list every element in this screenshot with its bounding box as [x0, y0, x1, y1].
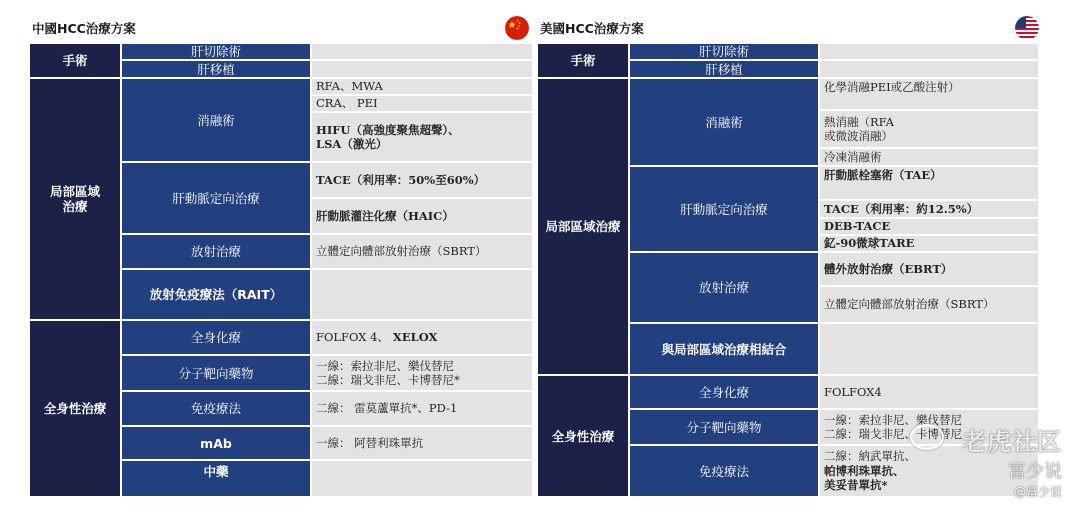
treatment-label: 肝動脈定向治療: [630, 167, 818, 251]
value-cell: RFA、MWA: [312, 79, 532, 94]
value-cell: 冷凍消融術: [820, 149, 1038, 165]
treatment-label: 消融術: [630, 79, 818, 165]
value-cell: [820, 324, 1038, 374]
value-cell: FOLFOX4: [820, 376, 1038, 408]
treatment-label: 放射治療: [122, 235, 310, 268]
value-cell: 體外放射治療（EBRT）: [820, 253, 1038, 285]
china-flag-icon: [505, 16, 529, 40]
value-cell: FOLFOX 4、 XELOX: [312, 321, 532, 354]
value-cell: 一線：索拉非尼、樂伐替尼 二線：瑞戈非尼、卡博替尼*: [312, 356, 532, 390]
value-cell: [312, 461, 532, 496]
treatment-label: 放射免疫療法（RAIT）: [122, 270, 310, 319]
locoregional-category: 局部區域治療: [538, 79, 628, 374]
systemic-category: 全身性治療: [30, 321, 120, 496]
watermark-brand: 老虎社区: [962, 428, 1062, 456]
value-cell: TACE（利用率：50%至60%）: [312, 163, 532, 197]
surgery-item: 肝切除術: [122, 44, 310, 59]
value-cell: 化學消融PEI或乙酸注射）: [820, 79, 1038, 109]
value-cell: 釔-90微球TARE: [820, 236, 1038, 251]
value-cell: 一線： 阿替利珠單抗: [312, 427, 532, 459]
surgery-category: 手術: [538, 44, 628, 77]
treatment-label: 分子靶向藥物: [122, 356, 310, 390]
value-cell: 立體定向體部放射治療（SBRT）: [312, 235, 532, 268]
surgery-item: 肝移植: [122, 61, 310, 77]
treatment-label: 與局部區域治療相結合: [630, 324, 818, 374]
treatment-label: 分子靶向藥物: [630, 410, 818, 444]
usa-flag-icon: [1015, 16, 1039, 40]
treatment-label: 全身化療: [630, 376, 818, 408]
usa-panel-title: 美國HCC治療方案: [540, 21, 644, 36]
treatment-label: mAb: [122, 427, 310, 459]
value-cell: 二線：納武單抗、 帕博利珠單抗、 美妥昔單抗*: [820, 446, 1038, 496]
surgery-category: 手術: [30, 44, 120, 77]
treatment-label: 免疫療法: [122, 392, 310, 425]
china-panel-title: 中國HCC治療方案: [32, 21, 136, 36]
value-cell: TACE（利用率：約12.5%）: [820, 201, 1038, 217]
treatment-label: 中藥: [122, 461, 310, 496]
value-cell: HIFU（高強度聚焦超聲）、 LSA（激光）: [312, 113, 532, 161]
value-cell: 熱消融（RFA 或微波消融）: [820, 111, 1038, 147]
value-cell: 二線： 雷莫蘆單抗*、PD-1: [312, 392, 532, 425]
systemic-category: 全身性治療: [538, 376, 628, 496]
treatment-label: 全身化療: [122, 321, 310, 354]
value-cell: [312, 61, 532, 77]
value-cell: [312, 270, 532, 319]
value-cell: 立體定向體部放射治療（SBRT）: [820, 287, 1038, 322]
surgery-item: 肝切除術: [630, 44, 818, 59]
treatment-label: 肝動脈定向治療: [122, 163, 310, 233]
value-cell: [820, 44, 1038, 59]
watermark-handle: @富少说: [1013, 485, 1062, 499]
watermark-name: 富少说: [1008, 461, 1062, 482]
value-cell: 一線：索拉非尼、樂伐替尼 二線：瑞戈非尼、卡博替尼: [820, 410, 1038, 444]
value-cell: 肝動脈栓塞術（TAE）: [820, 167, 1038, 199]
value-cell: DEB-TACE: [820, 219, 1038, 234]
surgery-item: 肝移植: [630, 61, 818, 77]
treatment-label: 免疫療法: [630, 446, 818, 496]
treatment-label: 放射治療: [630, 253, 818, 322]
value-cell: CRA、 PEI: [312, 96, 532, 111]
value-cell: 肝動脈灌注化療（HAIC）: [312, 199, 532, 233]
treatment-label: 消融術: [122, 79, 310, 161]
locoregional-category: 局部區域 治療: [30, 79, 120, 319]
value-cell: [312, 44, 532, 59]
value-cell: [820, 61, 1038, 77]
